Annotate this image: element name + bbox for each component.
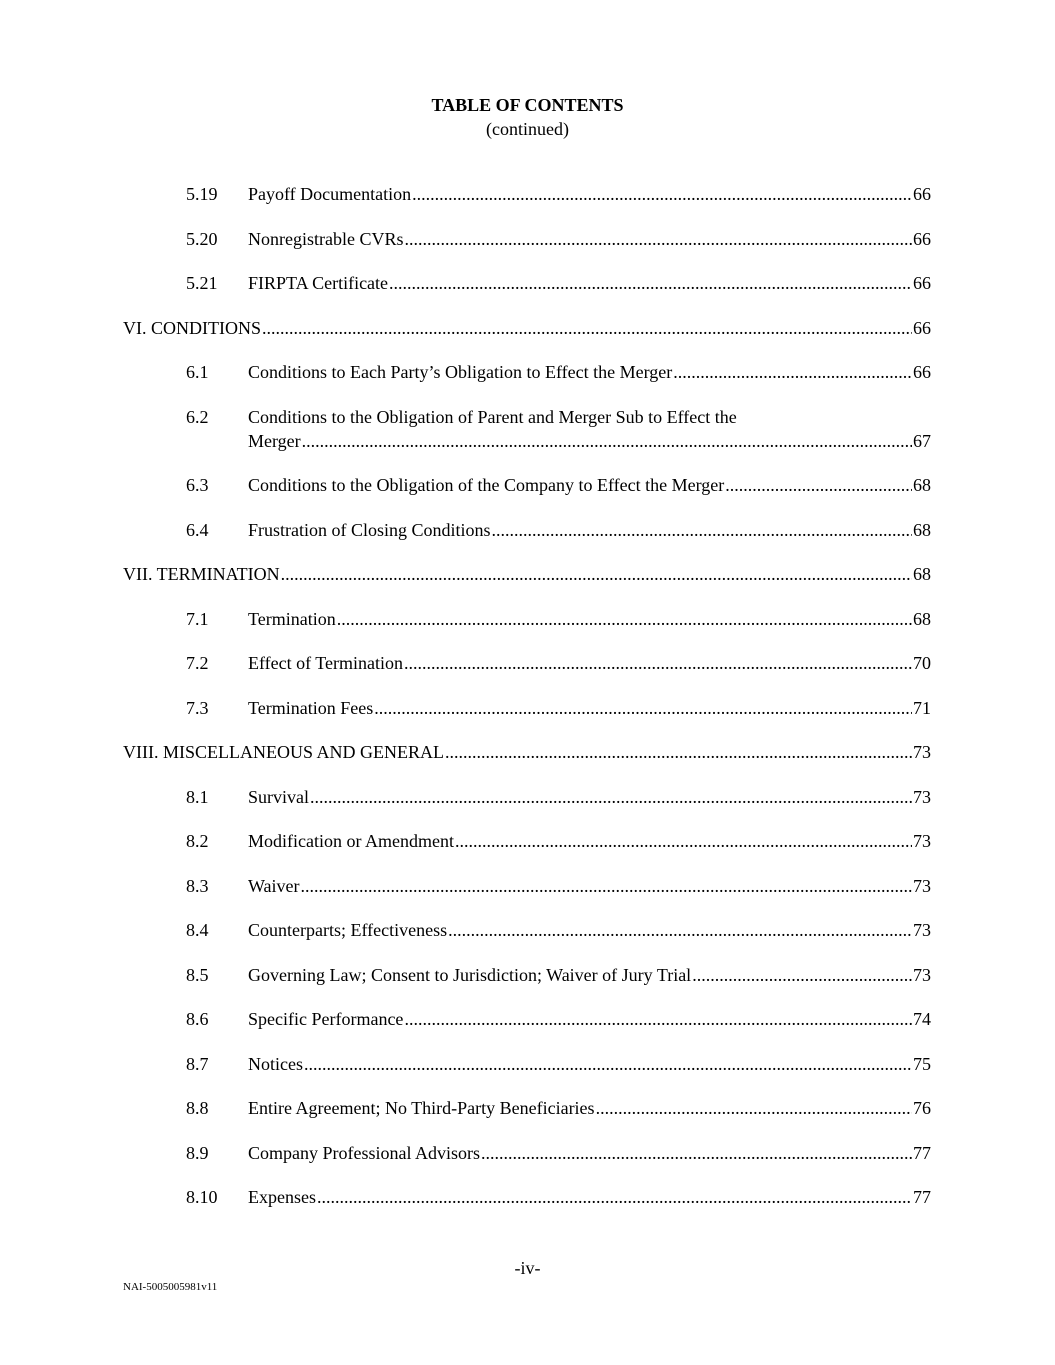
toc-entry-number: 8.7 [186,1053,209,1074]
toc-entry-title: Counterparts; Effectiveness [248,920,448,940]
toc-entry-title: Survival [248,786,309,807]
dot-leader [262,316,912,340]
toc-entry-number: 6.4 [186,519,209,540]
toc-entry-title: Payoff Documentation [248,184,412,204]
toc-entry-title: VII. TERMINATION [123,564,280,584]
toc-entry-page: 73 [913,786,931,807]
toc-entry-page: 66 [913,184,931,204]
toc-entry-title: Termination [248,608,336,629]
dot-leader [725,473,912,497]
dot-leader [492,518,912,542]
toc-section[interactable] [123,562,931,586]
toc-entry[interactable] [123,829,931,853]
dot-leader [445,740,912,764]
toc-entry-page: 66 [913,273,931,293]
toc-entry-number: 6.2 [186,406,209,427]
toc-entry-number: 5.20 [186,228,218,249]
toc-entry[interactable] [123,473,931,497]
toc-entry-title: Governing Law; Consent to Jurisdiction; Waiver of Jury Trial [248,964,692,985]
page-number: -iv- [514,1258,541,1278]
toc-entry-title: FIRPTA Certificate [248,273,389,293]
toc-entry[interactable] [123,918,931,942]
toc-entry-number: 7.1 [186,608,209,629]
toc-entry-title: Effect of Termination [248,653,404,673]
toc-entry-title: VIII. MISCELLANEOUS AND GENERAL [123,742,444,762]
toc-entry-page: 74 [913,1009,931,1029]
toc-entry-page: 73 [913,920,931,940]
toc-entry-page: 68 [913,475,931,495]
toc-entry[interactable] [123,1141,931,1165]
toc-entry-page: 66 [913,362,931,382]
toc-entry-title: Frustration of Closing Conditions [248,519,491,540]
toc-entry-title: Expenses [248,1187,316,1207]
toc-section[interactable] [123,316,931,340]
toc-entry[interactable] [123,271,931,295]
toc-entry[interactable] [123,607,931,631]
dot-leader [281,562,912,586]
toc-entry-number: 8.2 [186,831,209,851]
toc-entry-page: 68 [913,608,931,629]
toc-entry-page: 73 [913,742,931,762]
toc-subtitle: (continued) [486,119,569,139]
dot-leader [337,607,912,631]
toc-entry-number: 5.21 [186,273,218,293]
toc-entry-number: 8.3 [186,875,209,896]
dot-leader [481,1141,912,1165]
toc-entry[interactable] [123,1052,931,1076]
dot-leader [404,651,912,675]
toc-entry-page: 68 [913,564,931,584]
toc-entry-number: 8.8 [186,1098,209,1118]
toc-entry-title: Entire Agreement; No Third-Party Beneficiaries [248,1098,595,1118]
toc-entry-title: Company Professional Advisors [248,1142,480,1163]
toc-list [123,182,931,1230]
toc-entry-number: 8.6 [186,1009,209,1029]
toc-entry-page: 73 [913,875,931,896]
toc-entry[interactable] [123,227,931,251]
toc-entry[interactable] [123,963,931,987]
toc-entry-title: Notices [248,1053,303,1074]
toc-entry-number: 8.4 [186,920,209,940]
dot-leader [692,963,912,987]
toc-entry-page: 76 [913,1098,931,1118]
toc-entry[interactable] [123,360,931,384]
toc-entry-page: 66 [913,317,931,338]
dot-leader [310,785,912,809]
toc-entry-title-line1: Conditions to the Obligation of Parent and Merger Sub to Effect the [248,406,737,427]
toc-entry-number: 8.10 [186,1187,218,1207]
toc-entry-page: 66 [913,228,931,249]
toc-entry[interactable] [123,405,931,453]
toc-section[interactable] [123,740,931,764]
toc-entry[interactable] [123,874,931,898]
toc-entry-page: 67 [913,430,931,451]
toc-title: TABLE OF CONTENTS [431,95,624,115]
toc-entry-number: 8.5 [186,964,209,985]
dot-leader [317,1185,912,1209]
toc-entry-page: 75 [913,1053,931,1074]
toc-entry[interactable] [123,1096,931,1120]
toc-entry[interactable] [123,1007,931,1031]
toc-entry-page: 73 [913,831,931,851]
toc-header [0,94,1055,141]
toc-entry-number: 6.3 [186,475,209,495]
toc-entry[interactable] [123,696,931,720]
toc-entry-page: 77 [913,1187,931,1207]
toc-entry-title: Nonregistrable CVRs [248,228,404,249]
toc-entry-page: 68 [913,519,931,540]
dot-leader [404,1007,912,1031]
toc-entry-number: 7.3 [186,697,209,718]
dot-leader [455,829,912,853]
toc-entry[interactable] [123,182,931,206]
dot-leader [404,227,912,251]
toc-entry-number: 6.1 [186,362,209,382]
dot-leader [304,1052,912,1076]
toc-entry-title: Specific Performance [248,1009,404,1029]
toc-entry-title: Termination Fees [248,697,374,718]
toc-entry-number: 5.19 [186,184,218,204]
toc-entry-title: VI. CONDITIONS [123,317,261,338]
dot-leader [673,360,912,384]
toc-entry-page: 71 [913,697,931,718]
toc-entry-title: Merger [248,430,301,451]
document-id: NAI-5005005981v11 [123,1281,218,1293]
toc-entry-number: 8.9 [186,1142,209,1163]
toc-entry-number: 7.2 [186,653,209,673]
dot-leader [389,271,912,295]
dot-leader [374,696,912,720]
dot-leader [412,182,912,206]
dot-leader [448,918,912,942]
dot-leader [596,1096,912,1120]
toc-entry-title: Waiver [248,875,300,896]
dot-leader [302,429,912,453]
toc-entry-page: 73 [913,964,931,985]
dot-leader [301,874,912,898]
toc-entry[interactable] [123,518,931,542]
toc-entry[interactable] [123,1185,931,1209]
toc-entry-number: 8.1 [186,786,209,807]
toc-entry-page: 77 [913,1142,931,1163]
toc-entry-page: 70 [913,653,931,673]
toc-entry-title: Conditions to Each Party’s Obligation to Effect the Merger [248,362,673,382]
toc-entry[interactable] [123,785,931,809]
toc-entry[interactable] [123,651,931,675]
toc-entry-title: Modification or Amendment [248,831,454,851]
toc-entry-title: Conditions to the Obligation of the Company to Effect the Merger [248,475,725,495]
